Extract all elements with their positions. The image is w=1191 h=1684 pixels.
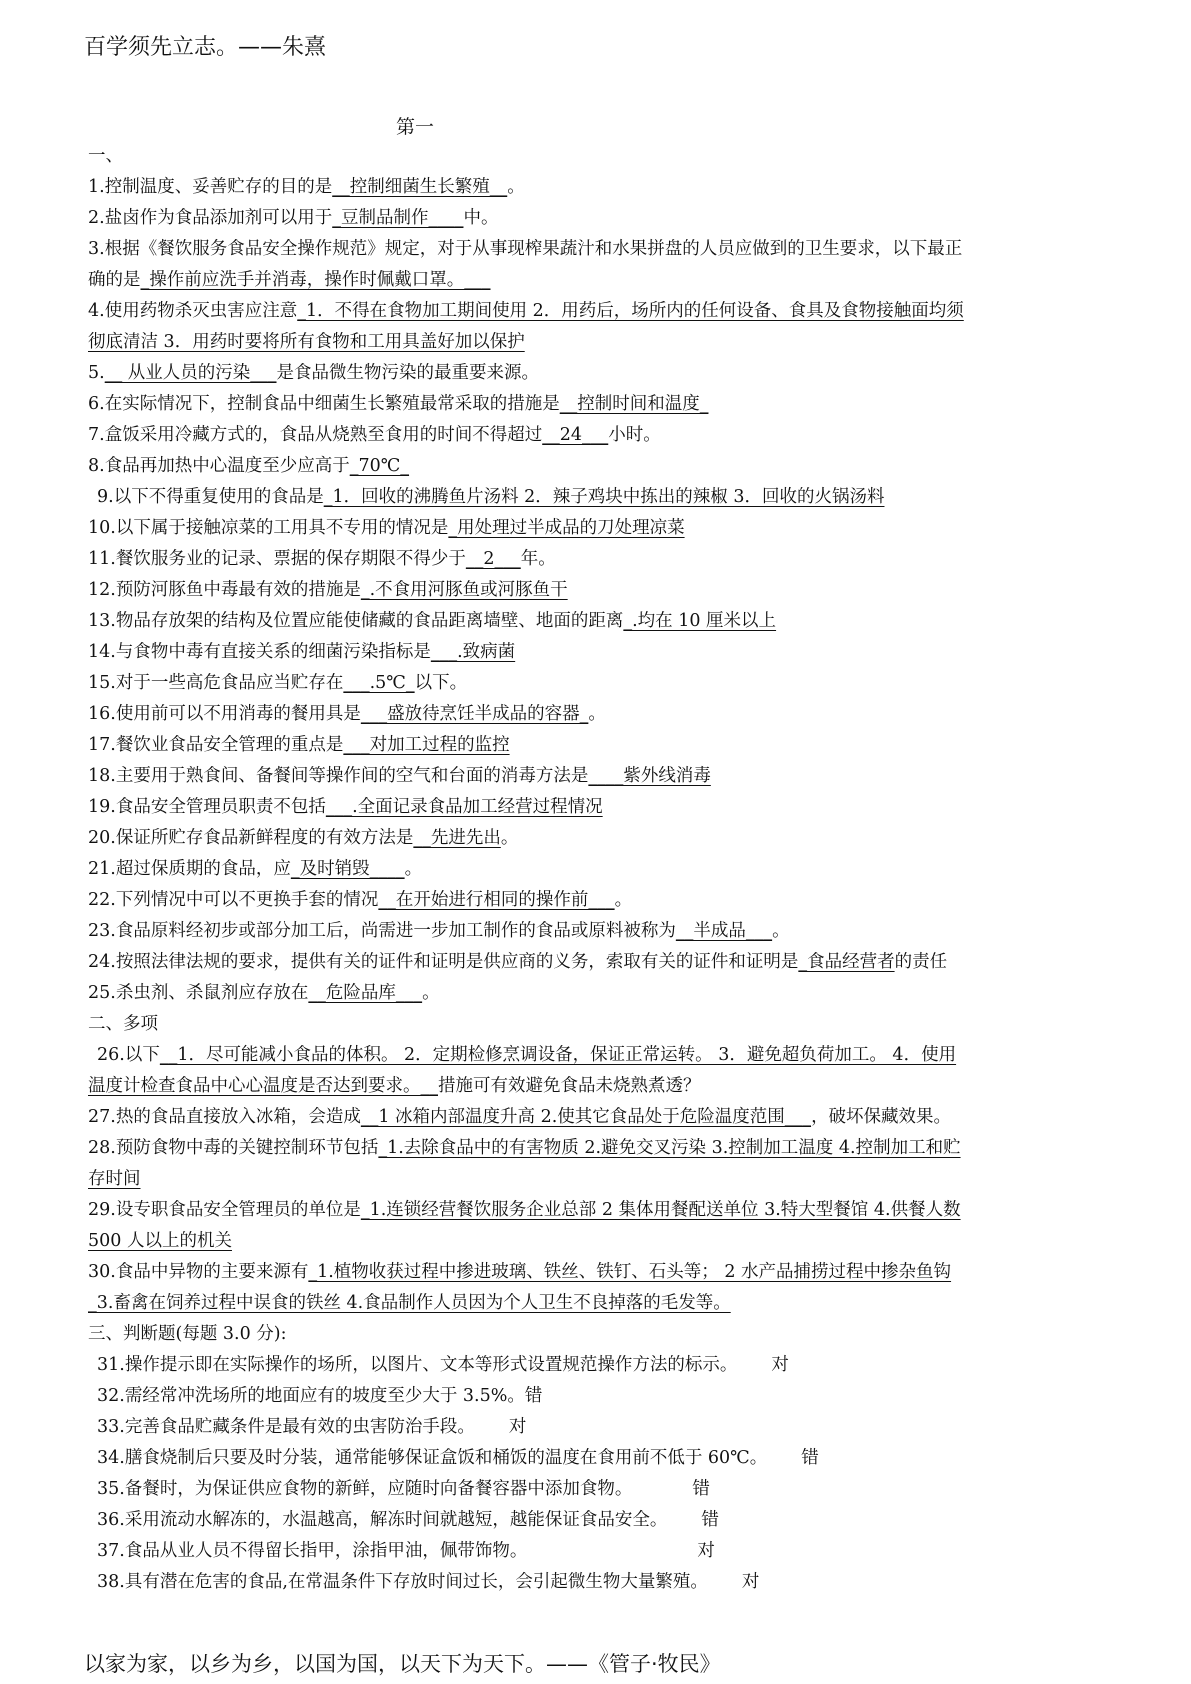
question-1: 1.控制温度、妥善贮存的目的是__控制细菌生长繁殖__。 — [88, 177, 525, 197]
section-heading: 二、多项 — [88, 1014, 158, 1034]
question-14: 14.与食物中毒有直接关系的细菌污染指标是___.致病菌 — [88, 642, 516, 662]
question-35: 35.备餐时，为保证供应食物的新鲜，应随时向备餐容器中添加食物。 错 — [97, 1479, 710, 1499]
question-31: 31.操作提示即在实际操作的场所，以图片、文本等形式设置规范操作方法的标示。 对 — [97, 1355, 789, 1375]
header-quote: 百学须先立志。——朱熹 — [84, 35, 327, 60]
answer-mark: 对 — [741, 1572, 760, 1592]
section-heading: 三、判断题(每题 3.0 分): — [88, 1324, 287, 1344]
question-5: 5.__ 从业人员的污染___是食品微生物污染的最重要来源。 — [88, 363, 540, 383]
question-28-cont: 存时间 — [88, 1169, 141, 1189]
question-24: 24.按照法律法规的要求，提供有关的证件和证明是供应商的义务，索取有关的证件和证明是_食品经营者的责任 — [88, 952, 948, 972]
section-heading: 一、 — [88, 146, 123, 166]
question-8: 8.食品再加热中心温度至少应高于_70℃_ — [88, 456, 410, 476]
question-23: 23.食品原料经初步或部分加工后，尚需进一步加工制作的食品或原料被称为__半成品___。 — [88, 921, 790, 941]
page-title: 第一 — [396, 116, 435, 138]
question-7: 7.盒饭采用冷藏方式的，食品从烧熟至食用的时间不得超过__24___小时。 — [88, 425, 661, 445]
question-9: 9.以下不得重复使用的食品是_1．回收的沸腾鱼片汤料 2．辣子鸡块中拣出的辣椒 3．回收的火锅汤料 — [97, 487, 885, 507]
question-22: 22.下列情况中可以不更换手套的情况__在开始进行相同的操作前___。 — [88, 890, 633, 910]
answer-mark: 错 — [801, 1448, 819, 1468]
question-10: 10.以下属于接触凉菜的工用具不专用的情况是_用处理过半成品的刀处理凉菜 — [88, 518, 685, 538]
question-4: 4.使用药物杀灭虫害应注意_1．不得在食物加工期间使用 2．用药后，场所内的任何设备、食具及食物接触面均须 — [88, 301, 964, 321]
document-body — [88, 141, 1134, 1598]
question-32: 32.需经常冲洗场所的地面应有的坡度至少大于 3.5%。错 — [97, 1386, 543, 1406]
question-3: 3.根据《餐饮服务食品安全操作规范》规定，对于从事现榨果蔬汁和水果拼盘的人员应做到的卫生要求，以下最正 — [88, 239, 963, 259]
question-4-cont: 彻底清洁 3．用药时要将所有食物和工用具盖好加以保护 — [88, 332, 525, 352]
question-26-cont: 温度计检查食品中心心温度是否达到要求。__措施可有效避免食品未烧熟煮透？ — [88, 1076, 701, 1096]
question-19: 19.食品安全管理员职责不包括___.全面记录食品加工经营过程情况 — [88, 797, 603, 817]
question-38: 38.具有潜在危害的食品,在常温条件下存放时间过长，会引起微生物大量繁殖。 对 — [97, 1572, 760, 1592]
question-33: 33.完善食品贮藏条件是最有效的虫害防治手段。 对 — [97, 1417, 527, 1437]
question-15: 15.对于一些高危食品应当贮存在___.5℃_以下。 — [88, 673, 468, 693]
answer-mark: 对 — [508, 1417, 527, 1437]
question-29-cont: 500 人以上的机关 — [88, 1231, 232, 1251]
question-12: 12.预防河豚鱼中毒最有效的措施是_.不食用河豚鱼或河豚鱼干 — [88, 580, 568, 600]
question-37: 37.食品从业人员不得留长指甲，涂指甲油，佩带饰物。 对 — [97, 1541, 715, 1561]
question-13: 13.物品存放架的结构及位置应能使储藏的食品距离墙壁、地面的距离_.均在 10 厘米以上 — [88, 611, 777, 631]
answer-mark: 对 — [771, 1355, 789, 1375]
answer-mark: 错 — [524, 1386, 543, 1406]
question-30-cont: _3.畜禽在饲养过程中误食的铁丝 4.食品制作人员因为个人卫生不良掉落的毛发等。 — [88, 1293, 731, 1313]
footer-quote: 以家为家，以乡为乡，以国为国，以天下为天下。——《管子·牧民》 — [84, 1652, 721, 1676]
question-34: 34.膳食烧制后只要及时分装，通常能够保证盒饭和桶饭的温度在食用前不低于 60℃。 错 — [97, 1448, 819, 1468]
answer-mark: 对 — [697, 1541, 715, 1561]
question-6: 6.在实际情况下，控制食品中细菌生长繁殖最常采取的措施是__控制时间和温度_ — [88, 394, 709, 414]
answer-mark: 错 — [692, 1479, 710, 1499]
question-36: 36.采用流动水解冻的，水温越高，解冻时间就越短，越能保证食品安全。 错 — [97, 1510, 719, 1530]
question-3-cont: 确的是_操作前应洗手并消毒，操作时佩戴口罩。___ — [88, 270, 491, 290]
question-28: 28.预防食物中毒的关键控制环节包括_1.去除食品中的有害物质 2.避免交叉污染 3.控制加工温度 4.控制加工和贮 — [88, 1138, 961, 1158]
question-21: 21.超过保质期的食品，应_及时销毁____。 — [88, 859, 423, 879]
question-20: 20.保证所贮存食品新鲜程度的有效方法是__先进先出。 — [88, 828, 519, 848]
question-17: 17.餐饮业食品安全管理的重点是___对加工过程的监控 — [88, 735, 510, 755]
question-29: 29.设专职食品安全管理员的单位是_1.连锁经营餐饮服务企业总部 2 集体用餐配送单位 3.特大型餐馆 4.供餐人数 — [88, 1200, 961, 1220]
question-18: 18.主要用于熟食间、备餐间等操作间的空气和台面的消毒方法是____紫外线消毒 — [88, 766, 711, 786]
question-25: 25.杀虫剂、杀鼠剂应存放在__危险品库___。 — [88, 983, 440, 1003]
question-2: 2.盐卤作为食品添加剂可以用于_豆制品制作____中。 — [88, 208, 499, 228]
answer-mark: 错 — [701, 1510, 719, 1530]
question-30: 30.食品中异物的主要来源有_1.植物收获过程中掺进玻璃、铁丝、铁钉、石头等； 2 水产品捕捞过程中掺杂鱼钩 — [88, 1262, 952, 1282]
question-11: 11.餐饮服务业的记录、票据的保存期限不得少于__2___年。 — [88, 549, 556, 569]
question-16: 16.使用前可以不用消毒的餐用具是___盛放待烹饪半成品的容器_。 — [88, 704, 606, 724]
question-26: 26.以下__1．尽可能减小食品的体积。 2．定期检修烹调设备，保证正常运转。 3．避免超负荷加工。 4．使用 — [97, 1045, 957, 1065]
question-27: 27.热的食品直接放入冰箱，会造成__1 冰箱内部温度升高 2.使其它食品处于危险温度范围___，破坏保藏效果。 — [88, 1107, 952, 1127]
